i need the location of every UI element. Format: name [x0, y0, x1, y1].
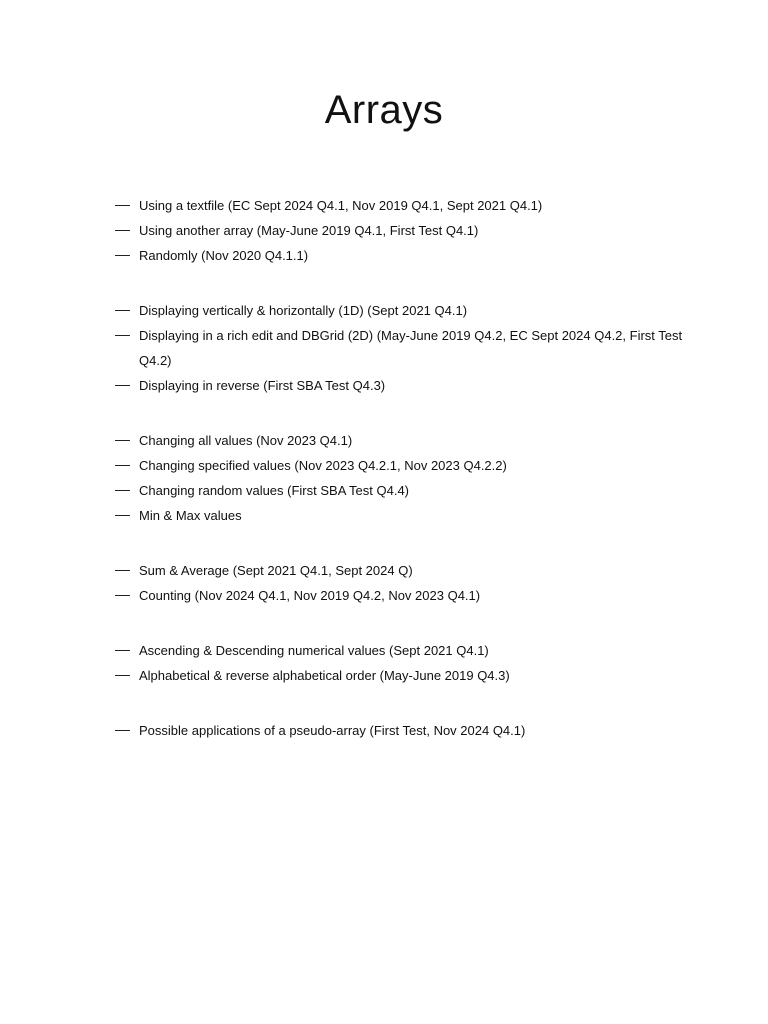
page-title: Arrays	[324, 88, 444, 132]
list-item-text: Min & Max values	[139, 508, 242, 523]
topic-group-changing	[115, 428, 685, 528]
dash-bullet-icon	[115, 465, 130, 466]
dash-bullet-icon	[115, 385, 130, 386]
list-item	[115, 218, 685, 243]
dash-bullet-icon	[115, 230, 130, 231]
list-item	[115, 638, 685, 663]
list-item	[115, 558, 685, 583]
topic-group-pseudo-array	[115, 718, 685, 743]
list-item	[115, 583, 685, 608]
dash-bullet-icon	[115, 675, 130, 676]
topic-group-display	[115, 298, 685, 398]
dash-bullet-icon	[115, 205, 130, 206]
topic-group-input	[115, 193, 685, 268]
topic-list	[115, 193, 685, 773]
dash-bullet-icon	[115, 515, 130, 516]
list-item-text: Using a textfile (EC Sept 2024 Q4.1, Nov 2019 Q4.1, Sept 2021 Q4.1)	[139, 198, 543, 213]
list-item-text: Changing specified values (Nov 2023 Q4.2.1, Nov 2023 Q4.2.2)	[139, 458, 507, 473]
topic-group-sorting	[115, 638, 685, 688]
list-item-text: Sum & Average (Sept 2021 Q4.1, Sept 2024 Q)	[139, 563, 413, 578]
list-item-text: Changing random values (First SBA Test Q4.4)	[139, 483, 409, 498]
dash-bullet-icon	[115, 595, 130, 596]
list-item	[115, 298, 685, 323]
list-item-text: Displaying vertically & horizontally (1D) (Sept 2021 Q4.1)	[139, 303, 468, 318]
list-item-text: Alphabetical & reverse alphabetical order (May-June 2019 Q4.3)	[139, 668, 510, 683]
dash-bullet-icon	[115, 310, 130, 311]
list-item-text: Counting (Nov 2024 Q4.1, Nov 2019 Q4.2, Nov 2023 Q4.1)	[139, 588, 481, 603]
list-item-text: Displaying in reverse (First SBA Test Q4.3)	[139, 378, 386, 393]
list-item	[115, 373, 685, 398]
dash-bullet-icon	[115, 255, 130, 256]
list-item-text: Possible applications of a pseudo-array (First Test, Nov 2024 Q4.1)	[139, 723, 526, 738]
list-item-text: Randomly (Nov 2020 Q4.1.1)	[139, 248, 309, 263]
dash-bullet-icon	[115, 730, 130, 731]
list-item	[115, 428, 685, 453]
list-item	[115, 503, 685, 528]
list-item	[115, 193, 685, 218]
dash-bullet-icon	[115, 490, 130, 491]
dash-bullet-icon	[115, 570, 130, 571]
list-item-text: Using another array (May-June 2019 Q4.1, First Test Q4.1)	[139, 223, 479, 238]
list-item	[115, 718, 685, 743]
dash-bullet-icon	[115, 440, 130, 441]
list-item-text: Ascending & Descending numerical values (Sept 2021 Q4.1)	[139, 643, 489, 658]
list-item	[115, 323, 685, 373]
list-item	[115, 243, 685, 268]
topic-group-calculations	[115, 558, 685, 608]
dash-bullet-icon	[115, 335, 130, 336]
list-item	[115, 663, 685, 688]
dash-bullet-icon	[115, 650, 130, 651]
list-item	[115, 453, 685, 478]
list-item-text: Displaying in a rich edit and DBGrid (2D) (May-June 2019 Q4.2, EC Sept 2024 Q4.2, First Test Q4.2)	[139, 328, 683, 368]
list-item	[115, 478, 685, 503]
list-item-text: Changing all values (Nov 2023 Q4.1)	[139, 433, 353, 448]
